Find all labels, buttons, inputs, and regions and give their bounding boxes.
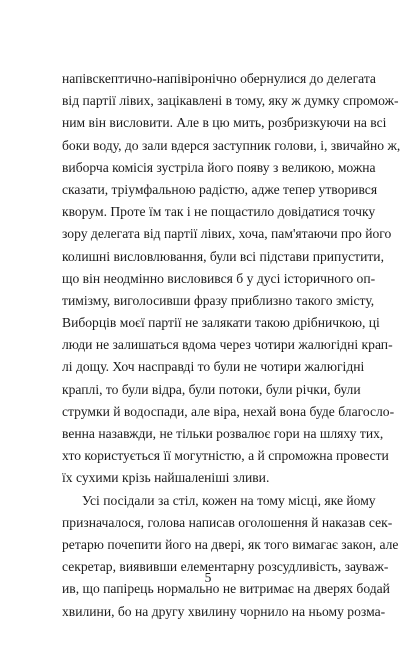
text-line: сказати, тріумфальною радістю, адже тепер утворився (62, 181, 378, 197)
text-line: люди не залишаться вдома через чотири жалюгідні крап- (62, 337, 393, 353)
text-line: що він неодмінно висловився б у дусі історичного оп- (62, 270, 376, 286)
text-line: колишні висловлювання, були всі підстави припустити, (62, 248, 384, 264)
text-line: кворум. Проте їм так і не пощастило довідатися точку (62, 204, 376, 220)
paragraph-end-line: їх сухими крізь найшаленіші зливи. (62, 470, 270, 486)
text-line: тимізму, виголосивши фразу приблизно такого змісту, (62, 292, 375, 308)
text-line: ретарю почепити його на двері, як того вимагає закон, але (62, 536, 399, 552)
text-line: виборча комісія зустріла його появу з великою, можна (62, 159, 376, 175)
text-line: ив, що папірець нормально не витримає на дверях бодай (62, 581, 390, 597)
body-text (62, 68, 401, 623)
paragraph-start-line: Усі посідали за стіл, кожен на тому місці, яке йому (82, 492, 376, 508)
text-line: секретар, виявивши елементарну розсудливість, зауваж- (62, 559, 389, 575)
text-line: зору делегата від партії лівих, хоча, пам'ятаючи про його (62, 226, 392, 242)
text-line: венна назавжди, не тільки розвалює гори на шляху тих, (62, 426, 384, 441)
text-line: хто користується її могутністю, а й спроможна провести (62, 448, 389, 464)
page-number: 5 (204, 570, 212, 585)
text-line: струмки й водоспади, але віра, нехай вона буде благосло- (62, 403, 395, 419)
text-line: ним він висловити. Але в цю мить, розбризкуючи на всі (62, 115, 387, 131)
text-line: напівскептично-напівіронічно обернулися до делегата (62, 71, 376, 86)
text-line: боки воду, до зали вдерся заступник голови, і, звичайно ж, (62, 137, 401, 153)
text-line: лі дощу. Хоч насправді то були не чотири жалюгідні (62, 359, 365, 375)
text-line: Виборців моєї партії не залякати такою дрібничкою, ці (62, 315, 380, 331)
text-line: від партії лівих, зацікавлені в тому, яку ж думку спромож- (62, 93, 399, 109)
text-line: краплі, то були відра, були потоки, були річки, були (62, 381, 361, 397)
text-line: хвилини, бо на другу хвилину чорнило на ньому розма- (62, 603, 386, 619)
text-line: призначалося, голова написав оголошення й наказав сек- (62, 514, 393, 530)
